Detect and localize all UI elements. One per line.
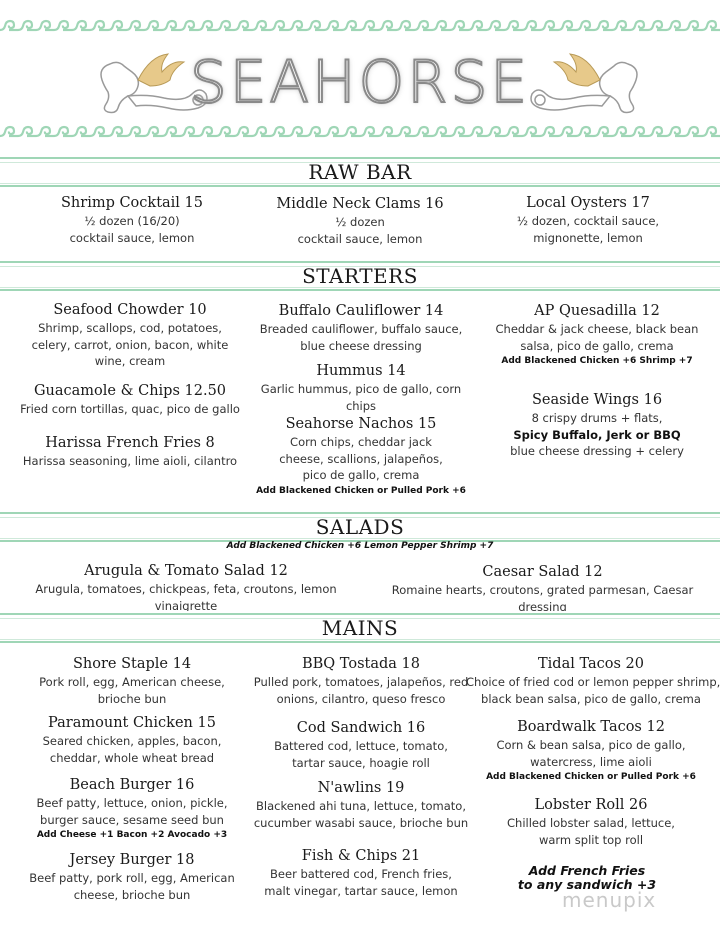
section-heading-mains: MAINS xyxy=(0,613,720,643)
french-fries-addon-note: Add French Fries to any sandwich +3 xyxy=(517,863,657,892)
menu-item-harissa-fries: Harissa French Fries 8 Harissa seasoning, lime aioli, cilantro xyxy=(22,435,238,468)
restaurant-title: SEAHORSE xyxy=(189,48,531,116)
salads-addon-note: Add Blackened Chicken +6 Lemon Pepper Shrimp +7 xyxy=(226,541,494,551)
menupix-watermark: menupix xyxy=(562,888,657,912)
greek-key-border-bottom xyxy=(0,124,720,140)
section-heading-salads: SALADS xyxy=(0,512,720,542)
menu-item-hummus: Hummus 14 Garlic hummus, pico de gallo, corn chips xyxy=(260,363,462,413)
menu-item-beach-burger: Beach Burger 16 Beef patty, lettuce, onion, pickle, burger sauce, sesame seed bun Add Cheese +1 Bacon +2 Avocado +3 xyxy=(36,777,228,840)
section-heading-raw-bar: RAW BAR xyxy=(0,157,720,187)
menu-item-tidal-tacos: Tidal Tacos 20 Choice of fried cod or lemon pepper shrimp, black bean salsa, pico de gallo, crema xyxy=(466,656,720,706)
menu-item-fish-chips: Fish & Chips 21 Beer battered cod, French fries, malt vinegar, tartar sauce, lemon xyxy=(264,848,458,898)
menu-item-arugula-tomato-salad: Arugula & Tomato Salad 12 Arugula, tomatoes, chickpeas, feta, croutons, lemon vinaigrette xyxy=(35,563,337,613)
menu-item-local-oysters: Local Oysters 17 ½ dozen, cocktail sauce, mignonette, lemon xyxy=(516,195,660,245)
menu-item-jersey-burger: Jersey Burger 18 Beef patty, pork roll, egg, American cheese, brioche bun xyxy=(29,852,235,902)
menu-item-boardwalk-tacos: Boardwalk Tacos 12 Corn & bean salsa, pico de gallo, watercress, lime aioli Add Blackened Chicken or Pulled Pork +6 xyxy=(486,719,696,782)
menu-item-seafood-chowder: Seafood Chowder 10 Shrimp, scallops, cod, potatoes, celery, carrot, onion, bacon, white wine, cream xyxy=(31,302,229,368)
menu-item-nawlins: N'awlins 19 Blackened ahi tuna, lettuce, tomato, cucumber wasabi sauce, brioche bun xyxy=(253,780,469,830)
menu-item-buffalo-cauliflower: Buffalo Cauliflower 14 Breaded cauliflower, buffalo sauce, blue cheese dressing xyxy=(259,303,463,353)
menu-item-seahorse-nachos: Seahorse Nachos 15 Corn chips, cheddar jack cheese, scallions, jalapeños, pico de gallo, crema Add Blackened Chicken or Pulled Pork +6 xyxy=(256,416,466,496)
menu-item-middle-neck-clams: Middle Neck Clams 16 ½ dozen cocktail sauce, lemon xyxy=(276,196,444,246)
menu-item-lobster-roll: Lobster Roll 26 Chilled lobster salad, lettuce, warm split top roll xyxy=(507,797,675,847)
menu-item-ap-quesadilla: AP Quesadilla 12 Cheddar & jack cheese, black bean salsa, pico de gallo, crema Add Blackened Chicken +6 Shrimp +7 xyxy=(495,303,699,366)
section-heading-starters: STARTERS xyxy=(0,261,720,291)
menu-item-seaside-wings: Seaside Wings 16 8 crispy drums + flats, Spicy Buffalo, Jerk or BBQ blue cheese dressing + celery xyxy=(510,392,684,458)
menu-item-guacamole-chips: Guacamole & Chips 12.50 Fried corn tortillas, quac, pico de gallo xyxy=(20,383,240,416)
menu-item-cod-sandwich: Cod Sandwich 16 Battered cod, lettuce, tomato, tartar sauce, hoagie roll xyxy=(274,720,448,770)
menu-item-paramount-chicken: Paramount Chicken 15 Seared chicken, apples, bacon, cheddar, whole wheat bread xyxy=(42,715,222,765)
menu-item-caesar-salad: Caesar Salad 12 Romaine hearts, croutons, grated parmesan, Caesar dressing xyxy=(391,564,694,614)
menu-item-bbq-tostada: BBQ Tostada 18 Pulled pork, tomatoes, jalapeños, red onions, cilantro, queso fresco xyxy=(253,656,469,706)
greek-key-border-top xyxy=(0,18,720,34)
menu-item-shrimp-cocktail: Shrimp Cocktail 15 ½ dozen (16/20) cocktail sauce, lemon xyxy=(60,195,204,245)
menu-item-shore-staple: Shore Staple 14 Pork roll, egg, American cheese, brioche bun xyxy=(39,656,225,706)
